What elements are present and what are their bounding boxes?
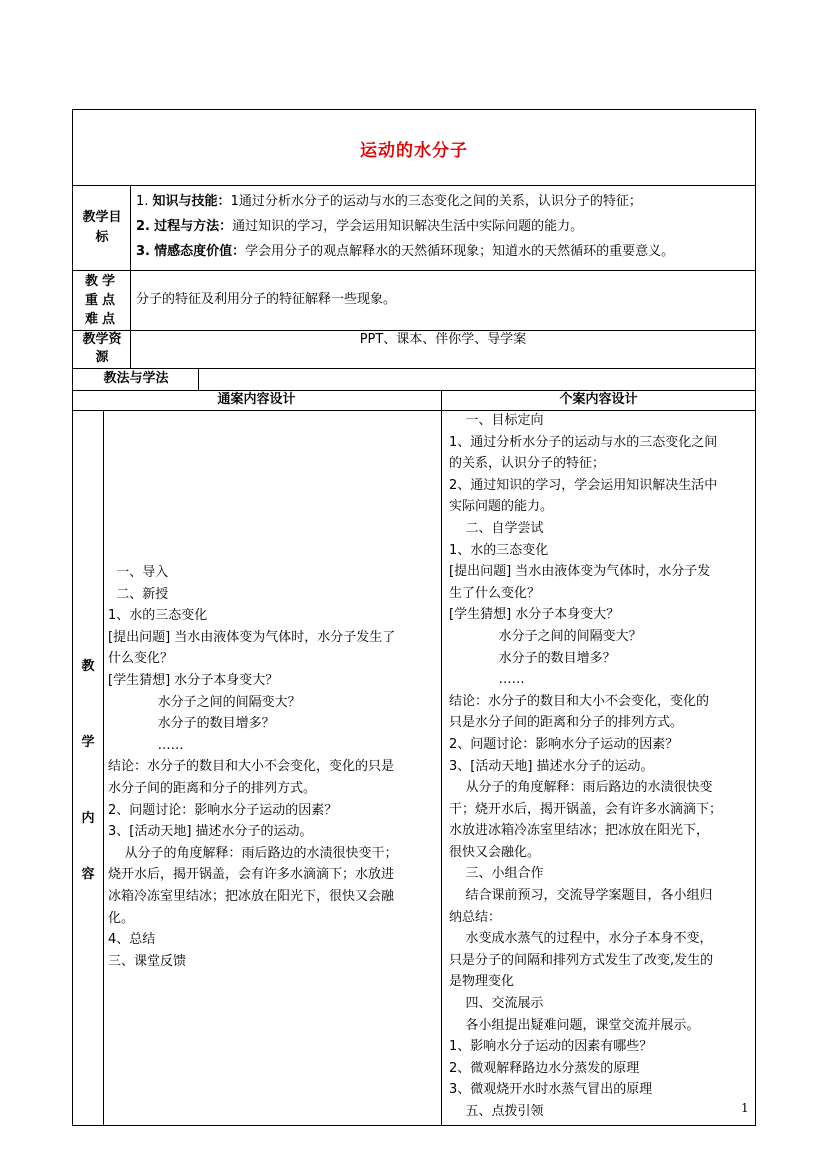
content-line: 二、自学尝试 (449, 520, 544, 536)
content-line: [提出问题] 当水由液体变为气体时，水分子发生了 (108, 629, 396, 645)
content-line: 水分子间的距离和分子的排列方式。 (108, 780, 317, 796)
methods-divider (198, 368, 199, 390)
content-line: 很快又会融化。 (449, 844, 541, 860)
content-line: 水分子的数目增多？ (108, 716, 275, 732)
content-line: 2、问题讨论：影响水分子运动的因素？ (449, 736, 679, 752)
common-design-content (108, 562, 440, 972)
content-line: 三、课堂反馈 (108, 953, 187, 969)
row-divider (72, 185, 756, 186)
page-number: 1 (741, 1101, 749, 1115)
content-line: 2、通过知识的学习，学会运用知识解决生活中 (449, 477, 718, 493)
content-line: 只是水分子间的距离和分子的排列方式。 (449, 715, 684, 731)
objective-item: 2. 过程与方法：通过知识的学习，学会运用知识解决生活中实际问题的能力。 (136, 219, 584, 234)
content-line: 冰箱冷冻室里结冰；把冰放在阳光下，很快又会融 (108, 888, 395, 904)
content-line: 结论：水分子的数目和大小不会变化，变化的 (449, 693, 710, 709)
key-points-label: 教学重点难点 (84, 274, 119, 327)
objectives-list (136, 189, 752, 264)
content-line: 水分子的数目增多？ (449, 650, 616, 666)
content-line: …… (449, 672, 525, 688)
content-line: 水分子之间的间隔变大？ (108, 694, 301, 710)
content-line: 2、问题讨论：影响水分子运动的因素？ (108, 802, 338, 818)
content-line: 从分子的角度解释：雨后路边的水渍很快变干； (108, 845, 398, 861)
page-title: 运动的水分子 (360, 141, 468, 161)
content-line: 水放进冰箱冷冻室里结冰；把冰放在阳光下， (449, 823, 710, 839)
content-line: [提出问题] 当水由液体变为气体时，水分子发 (449, 564, 711, 580)
row-divider (72, 270, 756, 271)
common-design-header: 通案内容设计 (217, 392, 296, 407)
objective-item: 3. 情感态度价值：学会用分子的观点解释水的天然循环现象；知道水的天然循环的重要意义。 (136, 244, 675, 259)
content-line: 三、小组合作 (449, 866, 544, 882)
content-line: 纳总结： (449, 909, 502, 925)
table-border-left (72, 109, 73, 1126)
content-line: 1、水的三态变化 (449, 542, 549, 558)
content-line: 干；烧开水后，揭开锅盖，会有许多水滴滴下； (449, 801, 723, 817)
content-label-char: 学 (81, 735, 95, 750)
content-line: 是物理变化 (449, 974, 515, 990)
content-line: …… (108, 737, 184, 753)
content-line: 烧开水后，揭开锅盖，会有许多水滴滴下；水放进 (108, 867, 395, 883)
content-line: 只是分子的间隔和排列方式发生了改变,发生的 (449, 952, 714, 968)
methods-label: 教法与学法 (103, 371, 169, 386)
objective-item: 1. 知识与技能：1通过分析水分子的运动与水的三态变化之间的关系，认识分子的特征； (136, 194, 642, 209)
content-line: 四、交流展示 (449, 996, 544, 1012)
content-line: 3、微观烧开水时水蒸气冒出的原理 (449, 1082, 653, 1098)
content-line: 生了什么变化？ (449, 585, 541, 601)
content-line: 化。 (108, 910, 135, 926)
content-line: 什么变化？ (108, 651, 174, 667)
content-label-char: 内 (81, 811, 95, 826)
content-line: 3、[活动天地] 描述水分子的运动。 (449, 758, 654, 774)
table-border-right (755, 109, 756, 1126)
content-line: 结论：水分子的数目和大小不会变化，变化的只是 (108, 759, 395, 775)
objectives-label: 教学目标 (82, 210, 122, 245)
content-line: 结合课前预习，交流导学案题目，各小组归 (449, 888, 713, 904)
key-points-text: 分子的特征及利用分子的特征解释一些现象。 (136, 292, 397, 307)
content-label-char: 容 (81, 867, 95, 882)
content-line: 水变成水蒸气的过程中，水分子本身不变， (449, 931, 713, 947)
content-line: 一、目标定向 (449, 413, 544, 428)
content-line: 二、新授 (108, 586, 169, 602)
resources-text: PPT、课本、伴你学、导学案 (359, 332, 527, 347)
individual-design-header: 个案内容设计 (559, 392, 638, 407)
content-line: 从分子的角度解释：雨后路边的水渍很快变 (449, 780, 713, 796)
content-line: [学生猜想] 水分子本身变大？ (449, 607, 620, 623)
content-line: 的关系，认识分子的特征； (449, 456, 606, 472)
content-line: 各小组提出疑难问题，课堂交流并展示。 (449, 1017, 700, 1033)
content-line: 五、点拨引领 (449, 1104, 544, 1119)
content-line: 2、微观解释路边水分蒸发的原理 (449, 1060, 640, 1076)
content-label-char: 教 (81, 659, 95, 674)
content-label-divider (103, 410, 104, 1126)
content-line: 1、影响水分子运动的因素有哪些？ (449, 1039, 653, 1055)
table-border-bottom (72, 1125, 756, 1126)
content-line: 水分子之间的间隔变大？ (449, 628, 642, 644)
content-line: 1、水的三态变化 (108, 608, 208, 624)
content-line: 实际问题的能力。 (449, 499, 554, 515)
content-line: [学生猜想] 水分子本身变大？ (108, 672, 279, 688)
table-border-top (72, 109, 756, 110)
content-line: 3、[活动天地] 描述水分子的运动。 (108, 824, 313, 840)
resources-label: 教学资源 (82, 332, 122, 365)
columns-divider (441, 390, 442, 1126)
individual-design-content (449, 410, 754, 1123)
content-line: 1、通过分析水分子的运动与水的三态变化之间 (449, 434, 718, 450)
content-line: 4、总结 (108, 932, 156, 948)
content-line: 一、导入 (108, 565, 169, 580)
